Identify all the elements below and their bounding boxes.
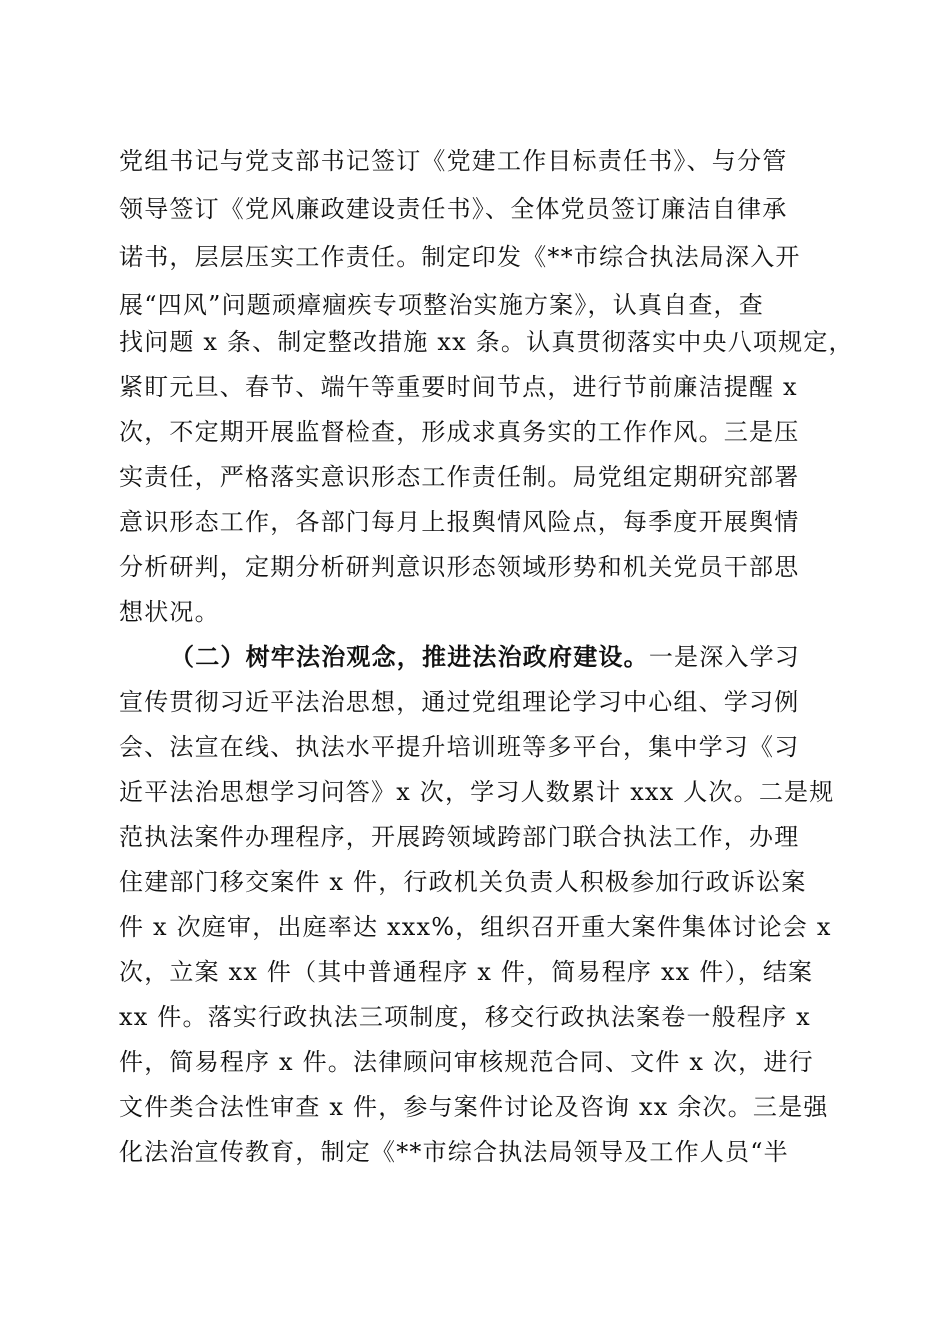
paragraph-line: 范执法案件办理程序，开展跨领域跨部门联合执法工作，办理 xyxy=(119,823,800,851)
paragraph-line: 分析研判，定期分析研判意识形态领域形势和机关党员干部思 xyxy=(119,553,800,581)
paragraph-line: 展“四风”问题顽瘴痼疾专项整治实施方案》，认真自查，查 xyxy=(119,291,764,319)
paragraph-line: 紧盯元旦、春节、端午等重要时间节点，进行节前廉洁提醒 x xyxy=(119,373,798,401)
section-heading: （二）树牢法治观念，推进法治政府建设。 xyxy=(170,642,649,671)
paragraph-line: 领导签订《党风廉政建设责任书》、全体党员签订廉洁自律承 xyxy=(119,195,788,223)
paragraph-line: 找问题 x 条、制定整改措施 xx 条。认真贯彻落实中央八项规定， xyxy=(119,328,854,356)
paragraph-line: 住建部门移交案件 x 件，行政机关负责人积极参加行政诉讼案 xyxy=(119,868,807,896)
paragraph-line: xx 件。落实行政执法三项制度，移交行政执法案卷一般程序 x xyxy=(119,1003,811,1031)
paragraph-line: 实责任，严格落实意识形态工作责任制。局党组定期研究部署 xyxy=(119,463,800,491)
paragraph-line: 想状况。 xyxy=(119,598,220,626)
paragraph-line: 会、法宣在线、执法水平提升培训班等多平台，集中学习《习 xyxy=(119,733,800,761)
paragraph-line: 化法治宣传教育，制定《**市综合执法局领导及工作人员“半 xyxy=(119,1138,789,1166)
paragraph-line: 件，简易程序 x 件。法律顾问审核规范合同、文件 x 次，进行 xyxy=(119,1048,814,1076)
paragraph-line: 件 x 次庭审，出庭率达 xxx%，组织召开重大案件集体讨论会 x xyxy=(119,913,832,941)
paragraph-line: 党组书记与党支部书记签订《党建工作目标责任书》、与分管 xyxy=(119,147,788,175)
paragraph-line: 次，立案 xx 件（其中普通程序 x 件，简易程序 xx 件），结案 xyxy=(119,958,814,986)
paragraph-line: 诺书，层层压实工作责任。制定印发《**市综合执法局深入开 xyxy=(119,243,801,271)
paragraph-line: 意识形态工作，各部门每月上报舆情风险点，每季度开展舆情 xyxy=(119,508,800,536)
paragraph-line: 宣传贯彻习近平法治思想，通过党组理论学习中心组、学习例 xyxy=(119,688,800,716)
section-heading-line xyxy=(170,642,831,672)
paragraph-line: 近平法治思想学习问答》x 次，学习人数累计 xxx 人次。二是规 xyxy=(119,778,835,806)
paragraph-line: 次，不定期开展监督检查，形成求真务实的工作作风。三是压 xyxy=(119,418,800,446)
paragraph-text: 一是深入学习 xyxy=(648,643,801,671)
paragraph-line: 文件类合法性审查 x 件，参与案件讨论及咨询 xx 余次。三是强 xyxy=(119,1093,829,1121)
